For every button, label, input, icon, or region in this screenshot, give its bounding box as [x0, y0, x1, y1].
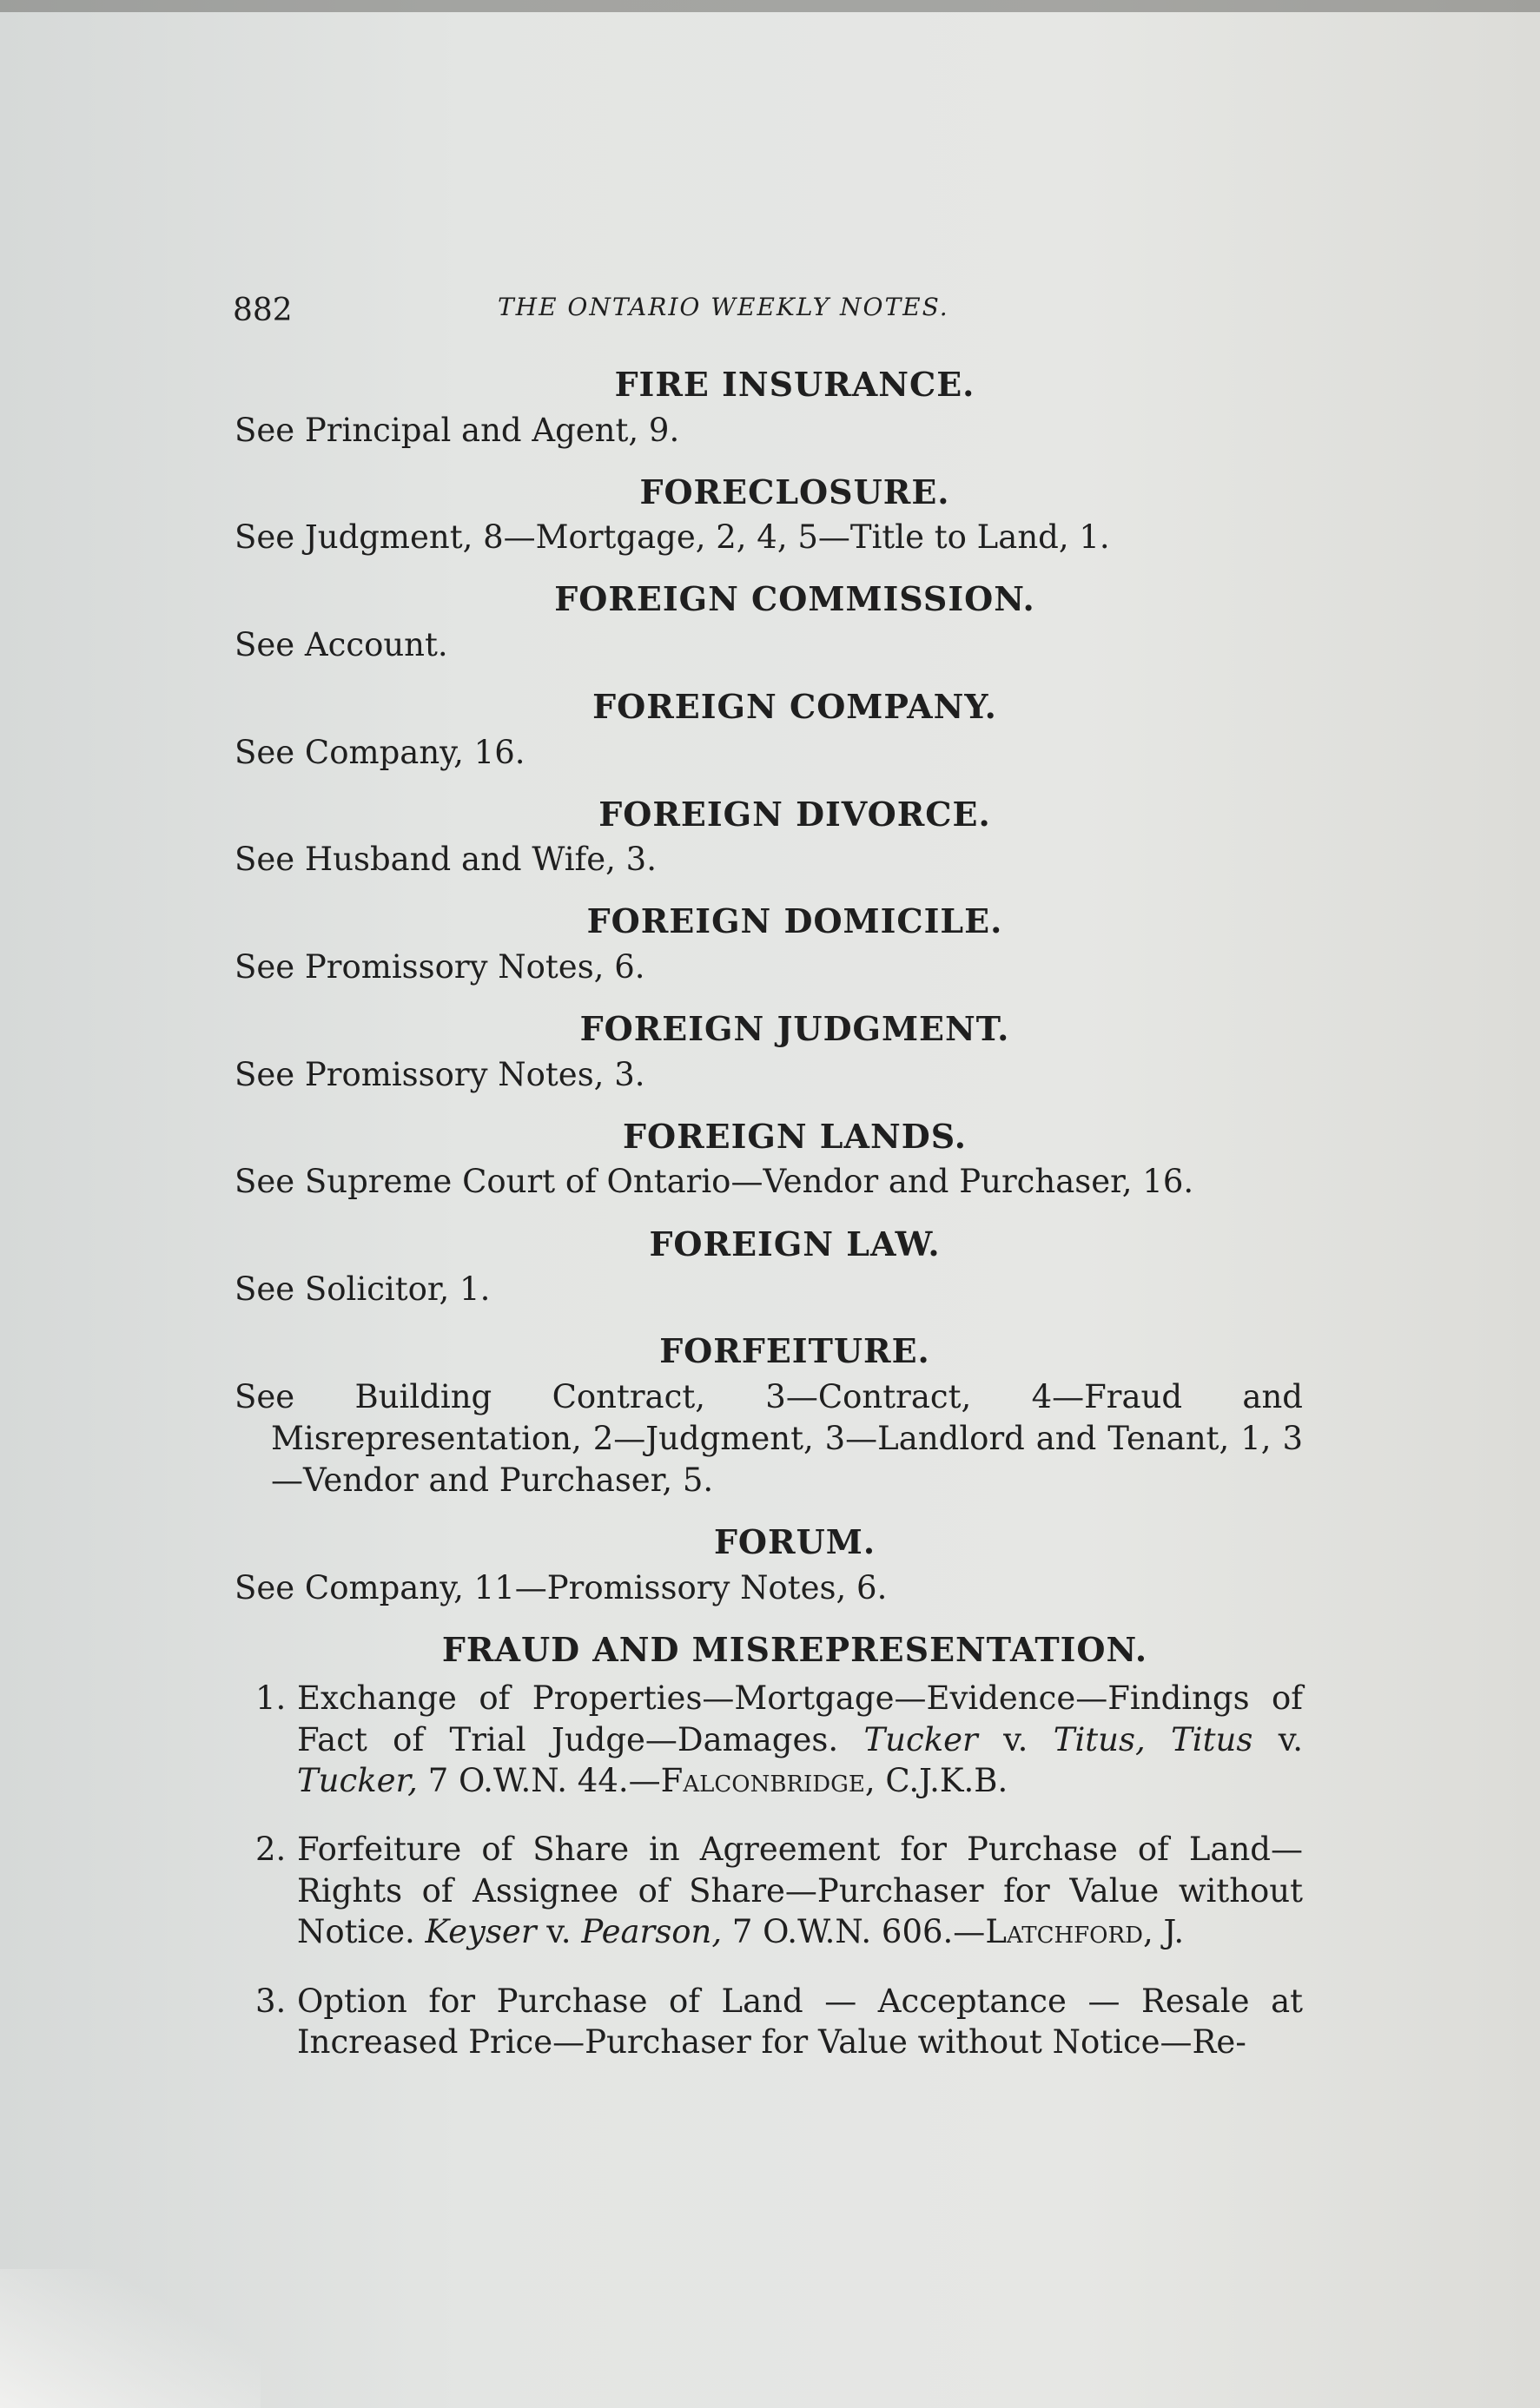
entry-heading: FOREIGN DIVORCE.: [598, 794, 991, 834]
index-entry-fraud: [235, 1630, 1303, 2062]
entry-heading: FOREIGN JUDGMENT.: [579, 1009, 1010, 1049]
index-entry: [235, 1522, 1303, 1609]
versus: v.: [1003, 1720, 1028, 1758]
judge-name: Falconbridge: [660, 1762, 865, 1800]
entry-heading: FOREIGN COMPANY.: [592, 687, 997, 727]
running-title: THE ONTARIO WEEKLY NOTES.: [498, 293, 949, 321]
index-entry: [235, 472, 1303, 559]
index-entry: [235, 901, 1303, 988]
index-entry: [235, 1331, 1303, 1501]
judge-title: , J.: [1142, 1913, 1185, 1951]
index-content: [235, 365, 1303, 2090]
case-party: Pearson,: [581, 1913, 723, 1951]
index-entry: [235, 365, 1303, 452]
index-entry: [235, 1224, 1303, 1311]
judge-name: Latchford: [985, 1913, 1143, 1951]
index-entry: [235, 1009, 1303, 1096]
item-text: [297, 1678, 1303, 1801]
entry-heading: FRAUD AND MISREPRESENTATION.: [441, 1629, 1148, 1669]
entry-reference: See Husband and Wife, 3.: [235, 841, 657, 879]
item-digest: Option for Purchase of Land — Acceptance — Resale at Increased Price—Purchaser for Value without Notice—Re-: [297, 1982, 1303, 2061]
index-entry: [235, 687, 1303, 774]
entry-heading: FORECLOSURE.: [639, 472, 950, 511]
entry-heading: FIRE INSURANCE.: [614, 365, 975, 404]
page-number: 882: [233, 293, 293, 328]
item-text: [297, 1981, 1303, 2063]
entry-heading: FOREIGN LAW.: [649, 1224, 941, 1263]
citation: 7 O.W.N. 44.—: [427, 1762, 661, 1800]
entry-reference: See Building Contract, 3—Contract, 4—Fraud and Misrepresentation, 2—Judgment, 3—Landlord and Tenant, 1, 3—Vendor and Purchaser, 5.: [235, 1377, 1303, 1499]
entry-reference: See Company, 11—Promissory Notes, 6.: [235, 1568, 888, 1606]
entry-heading: FOREIGN COMMISSION.: [554, 579, 1035, 619]
item-number: 3.: [255, 1982, 287, 2020]
index-entry: [235, 579, 1303, 666]
case-party: Keyser: [425, 1913, 537, 1951]
page-header: [233, 293, 997, 336]
case-party: Tucker: [863, 1720, 978, 1758]
versus: v.: [546, 1913, 572, 1951]
item-digest: Forfeiture of Share in Agreement for Purchase of Land—Rights of Assignee of Share—Purchaser for Value without Notice.: [297, 1831, 1303, 1951]
item-digest: Exchange of Properties—Mortgage—Evidence—Findings of Fact of Trial Judge—Damages.: [297, 1679, 1303, 1758]
case-item: [255, 1678, 1303, 1801]
page-corner-glare: [0, 2269, 261, 2408]
entry-heading: FOREIGN LANDS.: [622, 1116, 968, 1156]
index-entry: [235, 1117, 1303, 1204]
entry-reference: See Principal and Agent, 9.: [235, 411, 680, 449]
entry-heading: FORFEITURE.: [659, 1331, 930, 1371]
entry-reference: See Account.: [235, 625, 448, 663]
case-party: Titus: [1171, 1720, 1253, 1758]
citation: 7 O.W.N. 606.—: [731, 1913, 986, 1951]
entry-reference: See Judgment, 8—Mortgage, 2, 4, 5—Title to Land, 1.: [235, 518, 1110, 557]
entry-reference: See Promissory Notes, 6.: [235, 948, 645, 986]
item-text: [297, 1829, 1303, 1952]
entry-heading: FORUM.: [713, 1522, 876, 1562]
page-top-edge: [0, 0, 1540, 12]
entry-reference: See Promissory Notes, 3.: [235, 1055, 645, 1093]
item-number: 2.: [255, 1831, 287, 1869]
case-party: Titus,: [1053, 1720, 1146, 1758]
case-item: [255, 1981, 1303, 2063]
case-party: Tucker,: [297, 1762, 418, 1800]
entry-reference: See Company, 16.: [235, 733, 525, 771]
index-entry: [235, 795, 1303, 881]
entry-reference: See Solicitor, 1.: [235, 1270, 491, 1309]
item-number: 1.: [255, 1679, 287, 1718]
entry-reference: See Supreme Court of Ontario—Vendor and Purchaser, 16.: [235, 1163, 1194, 1201]
versus: v.: [1278, 1720, 1303, 1758]
case-item: [255, 1829, 1303, 1952]
entry-heading: FOREIGN DOMICILE.: [586, 901, 1003, 941]
judge-title: , C.J.K.B.: [864, 1762, 1008, 1800]
